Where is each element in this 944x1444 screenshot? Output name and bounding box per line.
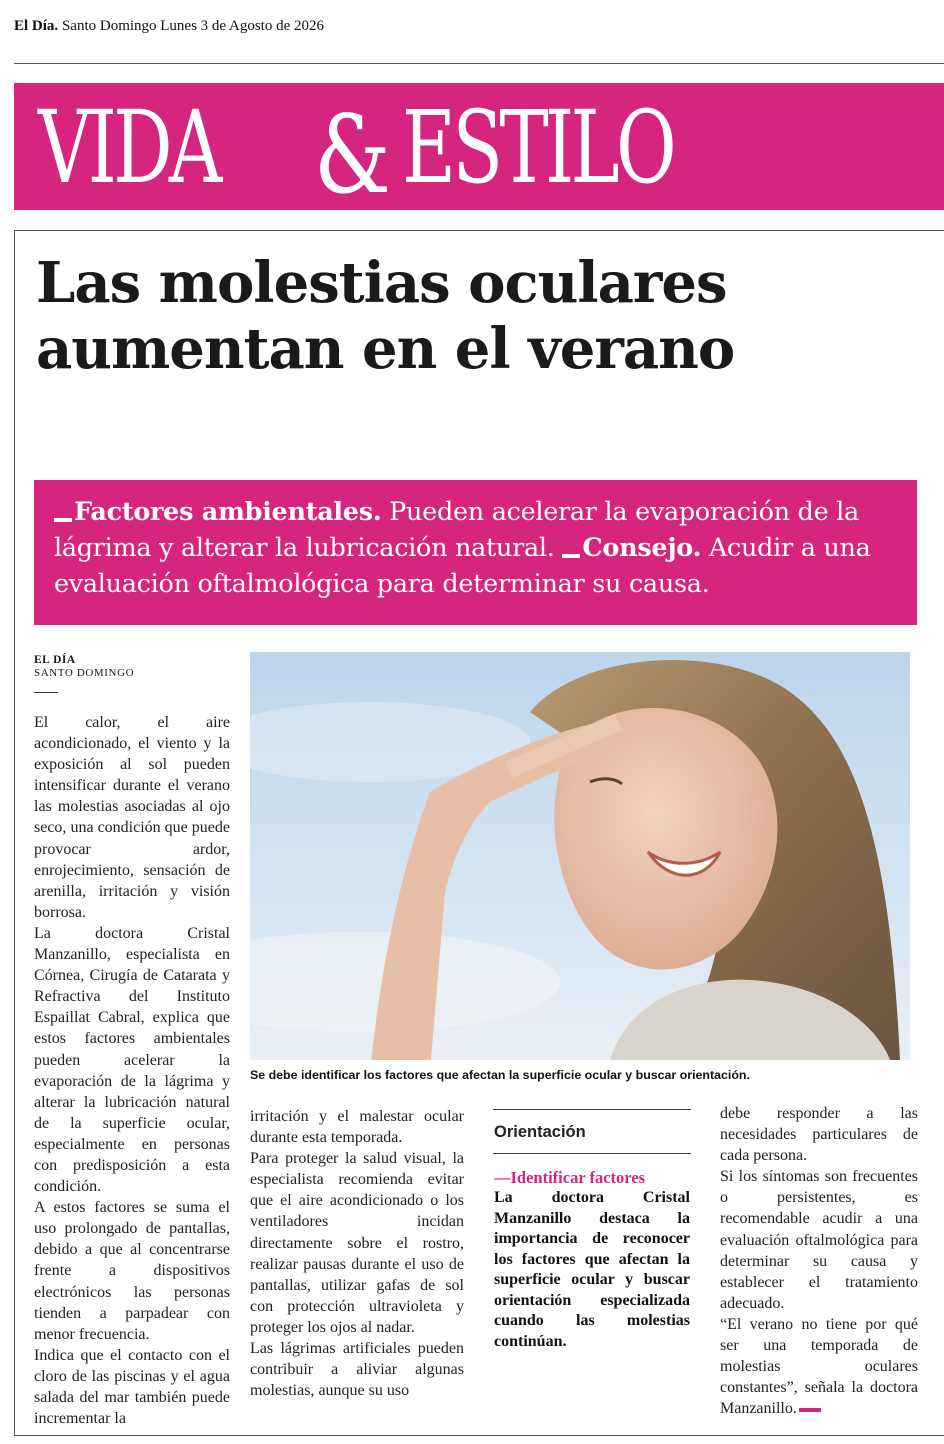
body-paragraph [720,1314,918,1419]
byline-org: EL DÍA [34,654,76,666]
body-paragraph: irritación y el malestar ocular durante esta temporada. [250,1108,464,1147]
sidebar-subhead: —Identificar factores [494,1168,646,1187]
byline-rule [34,692,58,693]
end-mark-icon [799,1408,821,1412]
sidebar-rule-mid [493,1153,691,1154]
body-paragraph: debe responder a las necesidades particulares de cada persona. [720,1105,918,1165]
deck-label-factores: Factores ambientales. [74,497,382,527]
paper-name: El Día. [14,18,59,34]
woman-shading-eyes-image [250,652,910,1060]
deck-bar-icon [562,554,580,558]
section-banner [14,83,944,210]
deck-text-factores: Pueden acelerar la evaporación de la lágrima y alterar la lubricación natural. [54,497,859,563]
section-word-estilo: ESTILO [402,89,673,206]
headline [36,250,926,382]
closing-quote: “El verano no tiene por qué ser una temporada de molestias oculares constantes”, señala la doctora Manzanillo. [720,1315,918,1418]
sidebar-text: La doctora Cristal Manzanillo destaca la importancia de reconocer los factores que afectan la superficie ocular y buscar orientación especializada cuando las molestias continúan. [494,1189,690,1350]
section-ampersand: & [314,93,391,210]
body-column-4 [720,1103,918,1419]
deck-label-consejo: Consejo. [582,533,702,563]
body-paragraph: Para proteger la salud visual, la especialista recomienda evitar que el aire acondicionado o los ventiladores incidan directamente sobre el rostro, realizar pausas durante el uso de pantallas, utilizar gafas de sol con protección ultravioleta y proteger los ojos al nadar. [250,1150,464,1336]
photo-caption: Se debe identificar los factores que afectan la superficie ocular y buscar orientación. [250,1068,750,1082]
byline [34,654,134,679]
body-paragraph: La doctora Cristal Manzanillo, especialista en Córnea, Cirugía de Catarata y Refractiva del Instituto Espaillat Cabral, explica que estos factores ambientales pueden acelerar la evaporación de la lágrima y alterar la lubricación natural de la superficie ocular, especialmente en personas con predisposición a esta condición. [34,924,230,1196]
body-paragraph: Las lágrimas artificiales pueden contribuir a aliviar algunas molestias, aunque su uso [250,1340,464,1400]
section-word-vida: VIDA [38,89,219,206]
deck-text-consejo: Acudir a una evaluación oftalmológica para determinar su causa. [54,533,871,599]
article-photo [250,652,910,1060]
deck-summary [34,480,917,625]
masthead-line [14,18,324,35]
headline-line-2: aumentan en el verano [36,316,735,382]
masthead-rule [14,63,944,64]
body-paragraph: Indica que el contacto con el cloro de las piscinas y el agua salada del mar también puede incrementar la [34,1346,230,1428]
byline-city: SANTO DOMINGO [34,667,135,679]
body-paragraph: El calor, el aire acondicionado, el viento y la exposición al sol pueden intensificar durante el verano las molestias asociadas al ojo seco, una condición que puede provocar ardor, enrojecimiento, sensación de arenilla, irritación y visión borrosa. [34,714,230,921]
deck-bar-icon [54,518,72,522]
headline-line-1: Las molestias oculares [36,250,727,316]
body-paragraph: A estos factores se suma el uso prolongado de pantallas, debido a que al concentrarse frente a dispositivos electrónicos las personas tienden a parpadear con menor frecuencia. [34,1199,230,1343]
sidebar-rule-top [493,1109,691,1110]
body-paragraph: Si los síntomas son frecuentes o persistentes, es recomendable acudir a una evaluación oftalmológica para determinar su causa y establecer el tratamiento adecuado. [720,1168,918,1312]
body-column-2 [250,1106,464,1401]
body-column-1 [34,712,230,1429]
dateline: Santo Domingo Lunes 3 de Agosto de 2026 [61,18,325,34]
sidebar-title: Orientación [494,1123,586,1141]
